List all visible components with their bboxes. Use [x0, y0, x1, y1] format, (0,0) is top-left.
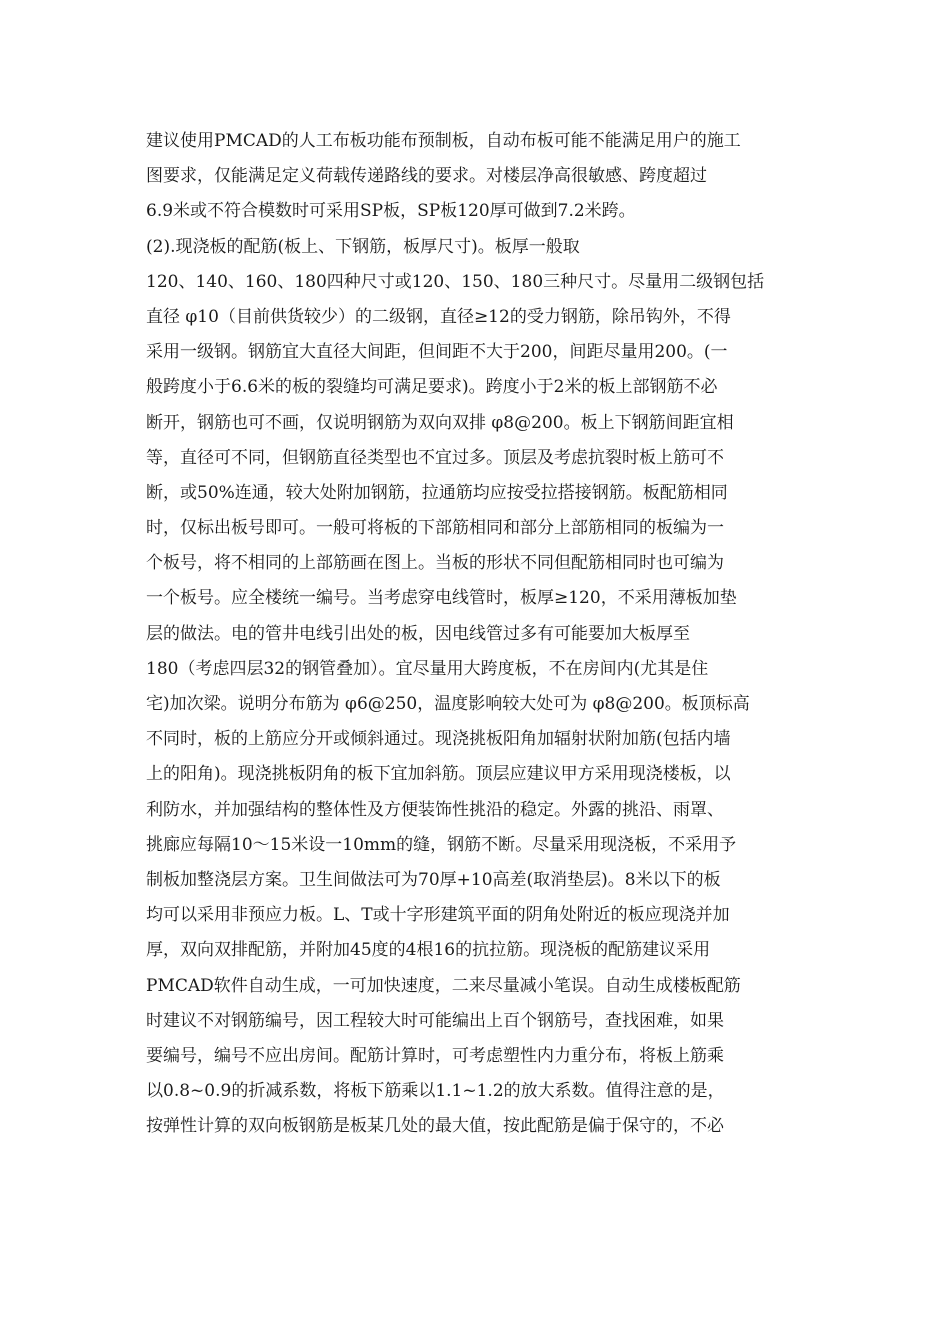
- text-line: 断开，钢筋也可不画，仅说明钢筋为双向双排 φ8@200。板上下钢筋间距宜相: [146, 412, 734, 433]
- text-line: 120、140、160、180四种尺寸或120、150、180三种尺寸。尽量用二级钢包括: [146, 271, 765, 292]
- text-line: 上的阳角)。现浇挑板阴角的板下宜加斜筋。顶层应建议甲方采用现浇楼板，以: [146, 764, 731, 785]
- text-line: 利防水，并加强结构的整体性及方便装饰性挑沿的稳定。外露的挑沿、雨罩、: [146, 799, 724, 820]
- text-line: 要编号，编号不应出房间。配筋计算时，可考虑塑性内力重分布，将板上筋乘: [146, 1045, 724, 1066]
- text-line: 厚，双向双排配筋，并附加45度的4根16的抗拉筋。现浇板的配筋建议采用: [146, 940, 711, 961]
- text-line: 按弹性计算的双向板钢筋是板某几处的最大值，按此配筋是偏于保守的，不必: [146, 1116, 724, 1137]
- text-line: 直径 φ10（目前供货较少）的二级钢，直径≥12的受力钢筋，除吊钩外，不得: [146, 306, 731, 327]
- text-line: 时，仅标出板号即可。一般可将板的下部筋相同和部分上部筋相同的板编为一: [146, 518, 724, 539]
- text-line: 个板号，将不相同的上部筋画在图上。当板的形状不同但配筋相同时也可编为: [146, 553, 724, 574]
- text-line: 不同时，板的上筋应分开或倾斜通过。现浇挑板阳角加辐射状附加筋(包括内墙: [146, 729, 731, 750]
- body-text: [146, 124, 810, 1144]
- text-line: 般跨度小于6.6米的板的裂缝均可满足要求)。跨度小于2米的板上部钢筋不必: [146, 377, 718, 398]
- text-line: 宅)加次梁。说明分布筋为 φ6@250，温度影响较大处可为 φ8@200。板顶标高: [146, 694, 750, 714]
- text-line: 图要求，仅能满足定义荷载传递路线的要求。对楼层净高很敏感、跨度超过: [146, 166, 707, 187]
- text-line: 挑廊应每隔10～15米设一10mm的缝，钢筋不断。尽量采用现浇板，不采用予: [146, 834, 737, 855]
- text-line: 一个板号。应全楼统一编号。当考虑穿电线管时，板厚≥120，不采用薄板加垫: [146, 588, 737, 609]
- text-line: 建议使用PMCAD的人工布板功能布预制板，自动布板可能不能满足用户的施工: [146, 131, 741, 151]
- text-line: 180（考虑四层32的钢管叠加）。宜尽量用大跨度板，不在房间内(尤其是住: [146, 658, 709, 679]
- text-line: 等，直径可不同，但钢筋直径类型也不宜过多。顶层及考虑抗裂时板上筋可不: [146, 447, 724, 468]
- text-line: 均可以采用非预应力板。L、T或十字形建筑平面的阴角处附近的板应现浇并加: [146, 905, 730, 926]
- text-line: 层的做法。电的管井电线引出处的板，因电线管过多有可能要加大板厚至: [146, 623, 690, 644]
- text-line: 断，或50%连通，较大处附加钢筋，拉通筋均应按受拉搭接钢筋。板配筋相同: [146, 482, 728, 503]
- text-line: (2).现浇板的配筋(板上、下钢筋，板厚尺寸)。板厚一般取: [146, 236, 580, 257]
- text-line: PMCAD软件自动生成，一可加快速度，二来尽量减小笔误。自动生成楼板配筋: [146, 975, 741, 996]
- text-line: 制板加整浇层方案。卫生间做法可为70厚+10高差(取消垫层)。8米以下的板: [146, 869, 721, 890]
- text-line: 采用一级钢。钢筋宜大直径大间距，但间距不大于200，间距尽量用200。(一: [146, 342, 728, 363]
- text-line: 6.9米或不符合模数时可采用SP板，SP板120厚可做到7.2米跨。: [146, 201, 636, 222]
- text-line: 时建议不对钢筋编号，因工程较大时可能编出上百个钢筋号，查找困难，如果: [146, 1010, 724, 1031]
- text-line: 以0.8~0.9的折减系数，将板下筋乘以1.1~1.2的放大系数。值得注意的是，: [146, 1081, 725, 1102]
